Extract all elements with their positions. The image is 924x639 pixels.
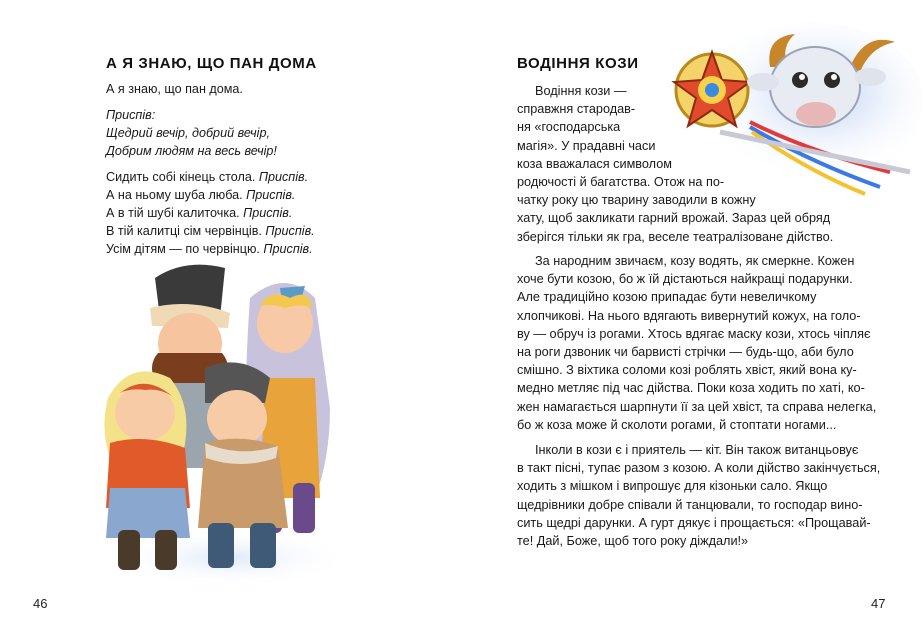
text-line: щедрівники добре співали й танцювали, то господар вино- [517,497,863,512]
text-line: ходить з мішком і випрошує для кізоньки сало. Якщо [517,479,828,494]
text-line: бо ж коза може й сколоти рогами, й стоптати ногами... [517,417,837,432]
page-number-right: 47 [871,596,886,611]
text-line: в такт пісні, тупає разом з козою. А коли дійство закінчується, [517,461,881,476]
text-line: Водіння кози — [535,84,627,98]
text-line: магія». У прадавні часи [517,138,656,153]
text-line: Інколи в кози є і приятель — кіт. Він також витанцьовує [535,443,859,457]
verse-line: Усім дітям — по червінцю. Приспів. [106,242,313,256]
song-lyrics [106,80,406,258]
text-line: коза вважалася символом [517,156,672,171]
text-line: жен намагається шарпнути її за цей хвіст, та справа нелегка, [517,399,877,414]
text-line: сить щедрі дарунки. А гурт дякує і прощається: «Прощавай- [517,515,871,530]
text-line: хлопчикові. На нього вдягають вивернутий кожух, на голо- [517,308,861,323]
paragraph-1 [517,82,857,246]
text-line: справжня стародав- [517,102,636,117]
text-line: родючості й багатства. Отож на по- [517,175,725,190]
chorus-label: Приспів: [106,108,156,122]
verse-line: В тій калитці сім червінців. Приспів. [106,224,315,238]
chorus-line: Добрим людям на весь вечір! [106,144,277,158]
page-number-left: 46 [33,596,48,611]
text-line: хату, щоб закликати гарний врожай. Зараз цей обряд [517,211,831,226]
text-line: чатку року цю тварину заводили в кожну [517,193,756,208]
text-line: Але традиційно козою припадає бути невеличкому [517,290,817,305]
text-line: ву — обруч із рогами. Хтось вдягає маску кози, хтось чіпляє [517,326,871,341]
carolers-illustration [100,258,360,588]
verse-line: А на ньому шуба люба. Приспів. [106,188,296,202]
article-title: ВОДІННЯ КОЗИ [517,55,639,72]
text-line: медно метляє під час дійства. Поки коза ходить по хаті, ко- [517,381,865,396]
verse-line: Сидить собі кінець стола. Приспів. [106,170,309,184]
text-line: на роги дзвоник чи барвисті стрічки — будь-що, аби було [517,345,854,360]
text-line: ня «господарська [517,120,621,135]
verse-line: А в тій шубі калиточка. Приспів. [106,206,293,220]
text-line: хоче бути козою, бо ж їй дістаються найкращі подарунки. [517,272,853,287]
paragraph-2 [517,252,877,434]
chorus-line: Щедрий вечір, добрий вечір, [106,126,270,140]
text-line: смішно. З віхтика соломи козі роблять хвіст, який вона ку- [517,363,857,378]
paragraph-3 [517,441,881,550]
text-line: зберігся тільки як гра, веселе театралізоване дійство. [517,229,834,244]
song-title: А Я ЗНАЮ, ЩО ПАН ДОМА [106,55,317,72]
text-line: те! Дай, Боже, щоб того року діждали!» [517,534,749,549]
song-first-line: А я знаю, що пан дома. [106,82,243,96]
text-line: За народним звичаєм, козу водять, як смеркне. Кожен [535,254,855,268]
